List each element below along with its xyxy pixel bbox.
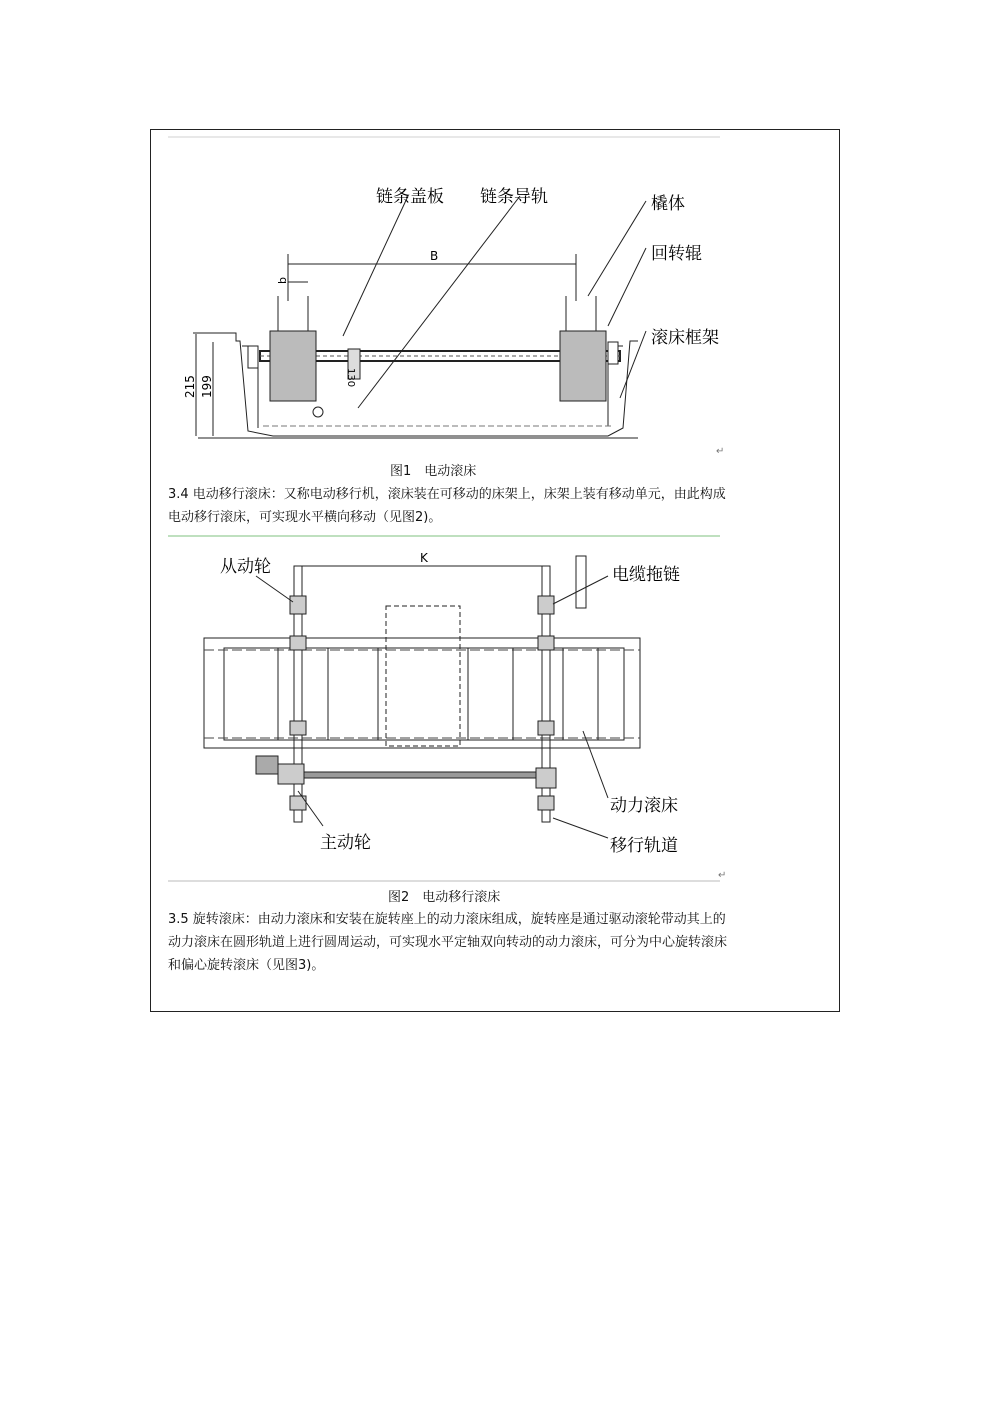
dim-k-label: K	[420, 551, 428, 565]
label-chain-guide: 链条导轨	[480, 187, 548, 207]
figure-2-caption: 图2 电动移行滚床	[388, 890, 501, 905]
paragraph-mark: ↵	[718, 870, 727, 881]
label-power-roller: 动力滚床	[610, 796, 678, 816]
section-3-5	[168, 908, 820, 977]
dim-215-label: 215	[183, 375, 197, 398]
label-rail: 移行轨道	[610, 836, 678, 856]
dim-b-label: B	[430, 249, 439, 263]
figure-2-drawing	[168, 536, 727, 882]
figure-1-drawing	[168, 136, 725, 457]
dim-199-label: 199	[200, 375, 214, 398]
section-3-5-line-3: 和偏心旋转滚床（见图3)。	[168, 958, 325, 973]
dim-b-small-label: b	[276, 277, 289, 284]
label-frame: 滚床框架	[651, 328, 719, 348]
label-cable-chain: 电缆拖链	[612, 565, 680, 585]
label-skid: 橇体	[651, 194, 685, 214]
section-3-4-line-2: 电动移行滚床，可实现水平横向移动（见图2)。	[168, 510, 442, 525]
section-3-4-line-1: 3.4 电动移行滚床：又称电动移行机，滚床装在可移动的床架上，床架上装有移动单元，由此构成	[168, 487, 726, 502]
label-roller: 回转辊	[651, 244, 702, 264]
label-chain-cover: 链条盖板	[376, 187, 444, 207]
dim-130-label: 130	[345, 368, 356, 388]
label-driven-wheel: 从动轮	[220, 557, 271, 577]
paragraph-mark: ↵	[716, 446, 725, 457]
section-3-4	[168, 483, 820, 529]
figure-1-caption: 图1 电动滚床	[390, 464, 477, 479]
label-drive-wheel: 主动轮	[320, 833, 371, 853]
section-3-5-line-1: 3.5 旋转滚床：由动力滚床和安装在旋转座上的动力滚床组成，旋转座是通过驱动滚轮带动其上的	[168, 912, 726, 927]
section-3-5-line-2: 动力滚床在圆形轨道上进行圆周运动，可实现水平定轴双向转动的动力滚床，可分为中心旋转滚床	[168, 935, 728, 950]
